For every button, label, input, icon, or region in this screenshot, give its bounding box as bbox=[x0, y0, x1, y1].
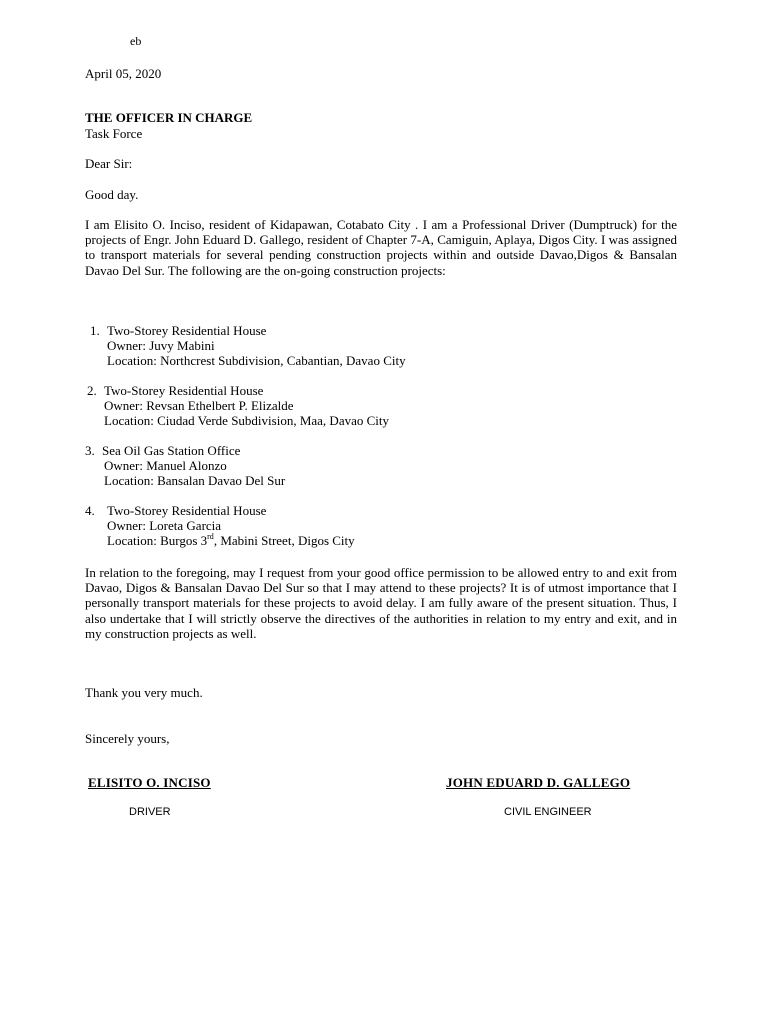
project-owner: Owner: Juvy Mabini bbox=[107, 338, 215, 353]
greeting: Good day. bbox=[85, 187, 139, 202]
project-location: Location: Northcrest Subdivision, Cabantian, Davao City bbox=[107, 353, 406, 368]
project-owner: Owner: Loreta Garcia bbox=[107, 518, 222, 533]
project-number: 2. bbox=[87, 383, 97, 398]
request-paragraph: In relation to the foregoing, may I request from your good office permission to be allowed entry to and exit from Davao, Digos & Bansalan Davao Del Sur so that I may attend to these projects? It is of utmost importance that I personally transport materials for these projects to avoid delay. I am fully aware of the present situation. Thus, I also undertake that I will strictly observe the directives of the authorities in relation to my entry and exit, and in my construction projects as well. bbox=[85, 565, 677, 641]
project-title-line bbox=[85, 383, 389, 398]
project-item bbox=[85, 443, 285, 488]
project-title: Sea Oil Gas Station Office bbox=[102, 443, 241, 458]
location-suffix: , Mabini Street, Digos City bbox=[213, 533, 355, 548]
ordinal-suffix: rd bbox=[207, 531, 214, 541]
project-title: Two-Storey Residential House bbox=[107, 323, 267, 338]
signatory-role-driver: DRIVER bbox=[129, 806, 171, 818]
intro-paragraph: I am Elisito O. Inciso, resident of Kidapawan, Cotabato City . I am a Professional Driver (Dumptruck) for the projects of Engr. John Eduard D. Gallego, resident of Chapter 7-A, Camiguin, Aplaya, Digos City. I was assigned to transport materials for several pending construction projects within and outside Davao,Digos & Bansalan Davao Del Sur. The following are the on-going construction projects: bbox=[85, 217, 677, 278]
project-number: 3. bbox=[85, 443, 95, 458]
project-location: Location: Bansalan Davao Del Sur bbox=[104, 473, 286, 488]
header-mark: eb bbox=[130, 34, 142, 48]
signatory-role-engineer: CIVIL ENGINEER bbox=[504, 806, 592, 818]
thanks-line: Thank you very much. bbox=[85, 685, 203, 700]
project-location bbox=[85, 533, 355, 548]
project-location: Location: Ciudad Verde Subdivision, Maa, Davao City bbox=[104, 413, 389, 428]
letter-date: April 05, 2020 bbox=[85, 66, 162, 81]
project-item bbox=[85, 323, 406, 368]
project-number: 1. bbox=[90, 323, 100, 338]
recipient-title: THE OFFICER IN CHARGE bbox=[85, 110, 253, 125]
signatory-name-engineer: JOHN EDUARD D. GALLEGO bbox=[446, 775, 631, 790]
location-prefix: Location: Burgos 3 bbox=[107, 533, 208, 548]
salutation: Dear Sir: bbox=[85, 156, 133, 171]
project-title-line bbox=[85, 323, 406, 338]
project-item bbox=[85, 503, 355, 548]
project-number: 4. bbox=[85, 503, 95, 518]
project-title-line bbox=[85, 503, 355, 518]
project-title-line bbox=[85, 443, 285, 458]
signatory-name-driver: ELISITO O. INCISO bbox=[88, 775, 211, 790]
recipient-organization: Task Force bbox=[85, 126, 143, 141]
closing-line: Sincerely yours, bbox=[85, 731, 170, 746]
project-title: Two-Storey Residential House bbox=[107, 503, 267, 518]
project-owner: Owner: Manuel Alonzo bbox=[104, 458, 227, 473]
project-item bbox=[85, 383, 389, 428]
project-owner: Owner: Revsan Ethelbert P. Elizalde bbox=[104, 398, 294, 413]
project-title: Two-Storey Residential House bbox=[104, 383, 264, 398]
